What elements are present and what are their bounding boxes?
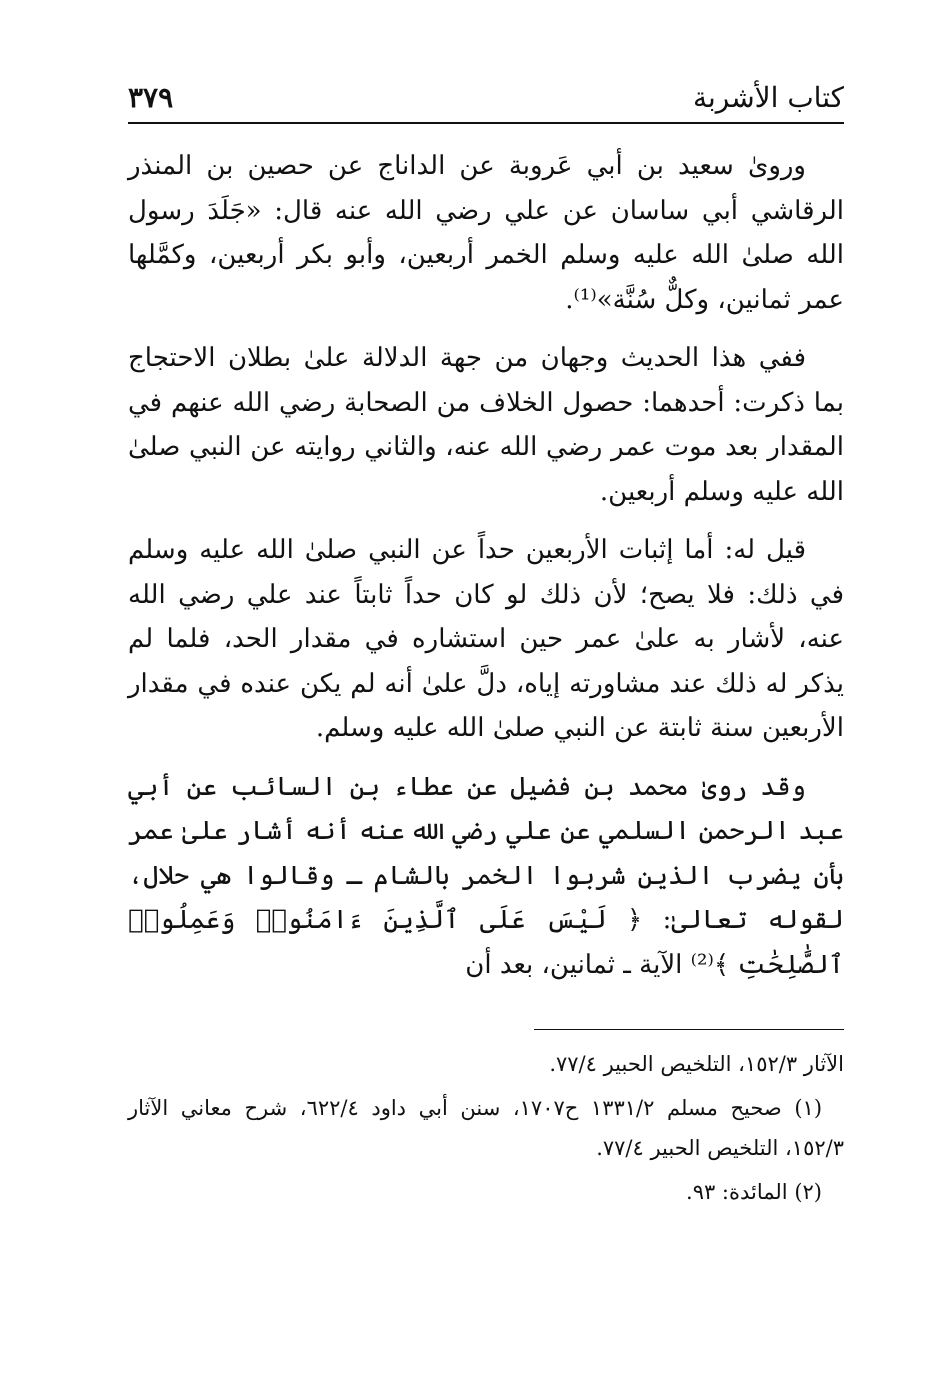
footnote-1: (١) صحيح مسلم ١٣٣١/٢ ح١٧٠٧، سنن أبي داود ٦٢٢/٤، شرح معاني الآثار ١٥٢/٣، التلخيص الحبير ٧٧/٤. [128,1096,844,1160]
paragraph-reply: قيل له: أما إثبات الأربعين حداً عن النبي صلىٰ الله عليه وسلم في ذلك: فلا يصح؛ لأن ذلك لو كان حداً ثابتاً عند علي رضي الله عنه، لأشار به علىٰ عمر حين استشاره في مقدار الحد، فلما لم يذكر له ذلك عند مشاورته إياه، دلَّ علىٰ أنه لم يكن عنده في مقدار الأربعين سنة ثابتة عن النبي صلىٰ الله عليه وسلم. [128,535,844,743]
running-title: كتاب الأشربة [692,81,844,114]
footnote-separator [534,1029,844,1030]
book-page [128,70,844,1360]
paragraph-two-aspects: ففي هذا الحديث وجهان من جهة الدلالة علىٰ بطلان الاحتجاج بما ذكرت: أحدهما: حصول الخلاف من الصحابة رضي الله عنهم في المقدار بعد موت عمر رضي الله عنه، والثاني روايته عن النبي صلىٰ الله عليه وسلم أربعين. [128,343,844,507]
paragraph-second-narration: وقد روىٰ محمد بن فضيل عن عطاء بن السائب عن أبي عبد الرحمن السلمي عن علي رضي الله عنه أنه أشار علىٰ عمر بأن يضرب الذين شربوا الخمر بالشام ـ وقالوا هي حلال، لقوله تعالىٰ: ﴿ لَيْسَ عَلَى ٱلَّذِينَ ءَامَنُوا۟ وَعَمِلُوا۟ ٱلصَّٰلِحَٰتِ ﴾⁽²⁾ الآية ـ ثمانين، بعد أن [128,771,844,980]
page-number: ٣٧٩ [128,81,174,114]
footnote-2: (٢) المائدة: ٩٣. [686,1180,822,1204]
main-text [128,144,844,987]
footnotes [128,1044,844,1212]
paragraph-hadith-narration: وروىٰ سعيد بن أبي عَروبة عن الداناج عن حصين بن المنذر الرقاشي أبي ساسان عن علي رضي الله عنه قال: «جَلَدَ رسول الله صلىٰ الله عليه وسلم الخمر أربعين، وأبو بكر أربعين، وكمَّلها عمر ثمانين، وكلٌّ سُنَّة»⁽¹⁾. [128,151,844,315]
footnote-continuation: الآثار ١٥٢/٣، التلخيص الحبير ٧٧/٤. [549,1052,844,1076]
running-header [128,70,844,124]
